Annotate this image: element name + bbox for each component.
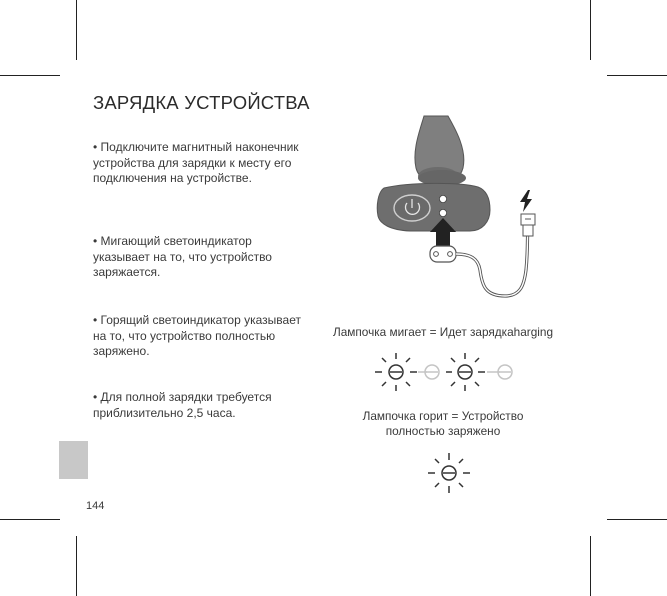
crop-mark: [607, 519, 667, 520]
instruction-solid: • Горящий светоиндикатор указывает на то, что устройство полностью заряжено.: [93, 313, 301, 359]
instruction-connect: • Подключите магнитный наконечник устройства для зарядки к месту его подключения на устройстве.: [93, 140, 299, 186]
instruction-duration: • Для полной зарядки требуется приблизительно 2,5 часа.: [93, 390, 272, 420]
crop-mark: [76, 0, 77, 60]
light-on-icon: [375, 353, 417, 391]
solid-caption-line1: Лампочка горит = Устройство: [362, 409, 524, 423]
blinking-caption: Лампочка мигает = Идет зарядкаharging: [332, 325, 554, 339]
page-title: ЗАРЯДКА УСТРОЙСТВА: [93, 92, 310, 113]
page-number: 144: [86, 500, 105, 512]
light-on-icon: [424, 450, 474, 496]
crop-mark: [0, 519, 60, 520]
blinking-indicator-sequence: [370, 350, 520, 390]
light-off-icon: [487, 365, 512, 379]
crop-mark: [76, 536, 77, 596]
light-on-icon: [446, 353, 485, 391]
crop-mark: [0, 75, 60, 76]
crop-mark: [607, 75, 667, 76]
page-tab-marker: [59, 441, 88, 479]
instruction-blinking: • Мигающий светоиндикатор указывает на то, что устройство заряжается.: [93, 234, 272, 280]
lightning-bolt-icon: [519, 190, 533, 212]
solid-caption-line2: полностью заряжено: [385, 424, 501, 438]
light-off-icon: [418, 365, 439, 379]
crop-mark: [590, 536, 591, 596]
crop-mark: [590, 0, 591, 60]
